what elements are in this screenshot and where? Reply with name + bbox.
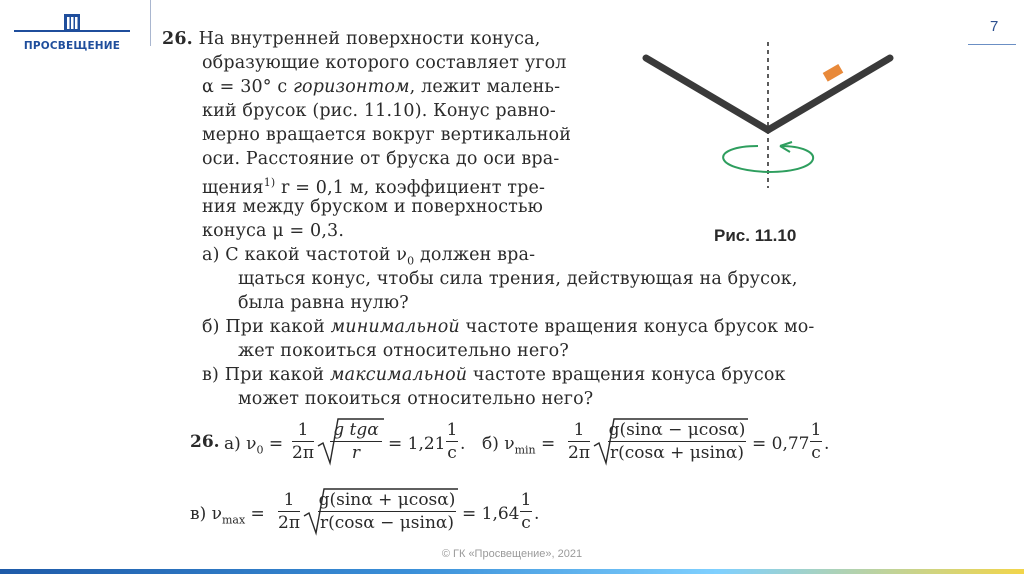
fraction-1-over-2pi (278, 490, 300, 533)
period: . (534, 504, 540, 524)
numerator: g tgα (333, 420, 379, 440)
answer-b-value: = 0,77 (752, 434, 810, 454)
question-c-text: в) При какой (202, 365, 330, 385)
problem-line-7 (202, 172, 545, 199)
unit-fraction-b (810, 420, 822, 463)
numerator: 1 (810, 420, 822, 440)
page-number-rule (968, 44, 1016, 45)
nu-subscript: max (221, 513, 246, 527)
nu-symbol: в) ν (190, 504, 222, 524)
publisher-logo (14, 12, 130, 52)
question-b-text: б) При какой (202, 317, 331, 337)
problem-line-5: мерно вращается вокруг вертикальной (202, 125, 572, 145)
minimal-word: минимальной (330, 317, 460, 337)
problem-number: 26. (162, 29, 193, 49)
denominator: r (351, 443, 361, 464)
question-c-line-2: может покоиться относительно него? (238, 389, 594, 409)
nu-symbol: б) ν (482, 434, 515, 454)
answer-a-label: а) $\nu_0$ = (224, 434, 284, 457)
problem-text: На внутренней поверхности конуса, (198, 29, 541, 49)
period: . (460, 434, 466, 454)
denominator: 2π (568, 443, 590, 464)
question-a-text-cont: должен вра- (414, 245, 536, 265)
fraction-1-over-2pi (292, 420, 314, 463)
sqrt-fraction-c (318, 490, 456, 533)
footnote-mark: 1) (263, 176, 276, 189)
maximal-word: максимальной (329, 365, 468, 385)
block (823, 64, 844, 82)
page-number: 7 (990, 18, 999, 35)
period: . (824, 434, 830, 454)
question-a-line-2: щаться конус, чтобы сила трения, действующая на брусок, (238, 269, 798, 289)
angle-text: α = 30° с (202, 77, 294, 97)
bottom-color-bar (0, 569, 1024, 574)
denominator: r(cosα − μsinα) (319, 513, 455, 534)
horizon-word: горизонтом (293, 77, 410, 97)
problem-line-9: конуса μ = 0,3. (202, 221, 345, 241)
problem-line-6: оси. Расстояние от бруска до оси вра- (202, 149, 560, 169)
figure-caption: Рис. 11.10 (714, 226, 797, 245)
problem-line-2: образующие которого составляет угол (202, 53, 567, 73)
numerator: 1 (446, 420, 458, 440)
problem-text: щения (202, 177, 264, 198)
header-divider (150, 0, 151, 46)
numerator: g(sinα − μcosα) (608, 420, 746, 440)
unit-fraction-c (520, 490, 532, 533)
cone-left-side (646, 58, 768, 130)
question-a-text: а) С какой частотой ν (202, 245, 408, 265)
problem-line-8: ния между бруском и поверхностью (202, 197, 544, 217)
unit-fraction-a (446, 420, 458, 463)
question-b-line-1 (202, 316, 814, 338)
cone-right-side (768, 58, 890, 130)
sqrt-fraction-b (608, 420, 746, 463)
problem-text-cont: , лежит малень- (409, 77, 561, 97)
answer-a-value: = 1,21 (388, 434, 446, 454)
question-c-text-cont: частоте вращения конуса брусок (467, 365, 786, 385)
problem-text-cont: r = 0,1 м, коэффициент тре- (275, 177, 546, 198)
answer-c-value: = 1,64 (462, 504, 520, 524)
problem-line-4: кий брусок (рис. 11.10). Конус равно- (202, 101, 556, 121)
denominator: 2π (292, 443, 314, 464)
nu-subscript: 0 (256, 443, 264, 457)
copyright-footer: © ГК «Просвещение», 2021 (441, 548, 583, 560)
problem-line-1 (162, 28, 540, 50)
question-a-line-3: была равна нулю? (238, 293, 409, 313)
logo-line (14, 30, 130, 32)
answer-b-label: б) $\nu_{min}$ = (482, 434, 556, 457)
question-c-line-1 (202, 364, 786, 386)
denominator: с (521, 513, 531, 534)
nu-symbol: а) ν (224, 434, 257, 454)
nu-subscript: 0 (407, 254, 415, 268)
problem-line-3 (202, 76, 560, 98)
numerator: 1 (520, 490, 532, 510)
publisher-name: ПРОСВЕЩЕНИЕ (23, 40, 121, 52)
fraction-1-over-2pi (568, 420, 590, 463)
sqrt-fraction-a (330, 420, 382, 463)
question-b-text-cont: частоте вращения конуса брусок мо- (459, 317, 815, 337)
numerator: 1 (573, 420, 585, 440)
numerator: 1 (283, 490, 295, 510)
question-b-line-2: жет покоиться относительно него? (238, 341, 569, 361)
denominator: 2π (278, 513, 300, 534)
answer-number: 26. (190, 432, 220, 452)
numerator: 1 (297, 420, 309, 440)
denominator: с (811, 443, 821, 464)
denominator: с (447, 443, 457, 464)
numerator: g(sinα + μcosα) (318, 490, 456, 510)
nu-subscript: min (514, 443, 536, 457)
answer-c-label: в) $\nu_{max}$ = (190, 504, 265, 527)
cone-figure (640, 38, 900, 188)
denominator: r(cosα + μsinα) (609, 443, 745, 464)
